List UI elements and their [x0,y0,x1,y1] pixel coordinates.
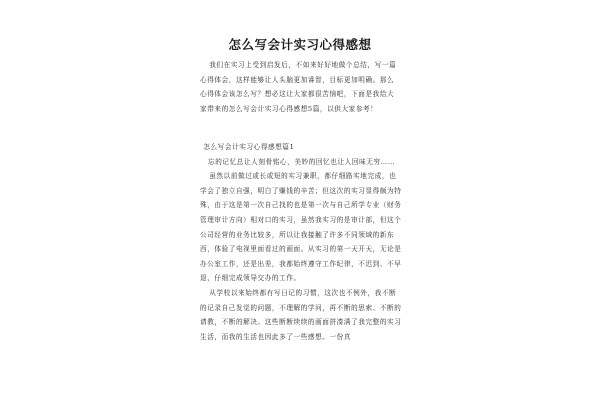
paragraph: 虽然以前做过或长或短的实习兼职，都仔细路实地完成，也学会了独立自强，明白了赚钱的辛苦；但这次的实习显得颇为特殊，由于这是第一次自己找的也是第一次与自己所学专业（财务管理审计方向）相对口的实习，虽然我实习的是审计部，但这个公司经营的业务比较多，所以让我接触了许多不同领域的新东西，体验了电视里面看过的画面。从实习的第一天开天，无论是办公室工作，还是出差，我都始终遵守工作纪律，不迟到、不早退，仔细完成领导交办的工作。 [200,172,402,283]
intro-paragraph: 我们在实习上受到启发后，不如来好好地做个总结，写一篇心得体会，这样能够让人头脑更加睿智，目标更加明确。那么心得体会该怎么写？想必这让大家都很苦恼吧，下面是我给大家带来的怎么写会计实习心得感想5篇，以供大家参考！ [200,61,397,113]
section-body [200,140,402,344]
intro-block [200,58,400,116]
paragraph: 从学校以来始终都有写日记的习惯，这次也不例外，我不断的记录自己发觉的问题，不理解的学问，再不断的思索、不断的请教，不断的解决。这些断断续续的画面拼凑满了我完整的实习生活，而我的生活也因此多了一些感想。一份真 [200,288,402,341]
section-heading: 怎么写会计实习心得感想篇1 [203,143,295,151]
paragraph: 忘的记忆总让人刻骨铭心，美妙的回忆也让人回味无穷…… [208,157,396,166]
document-title: 怎么写会计实习心得感想 [228,37,372,52]
